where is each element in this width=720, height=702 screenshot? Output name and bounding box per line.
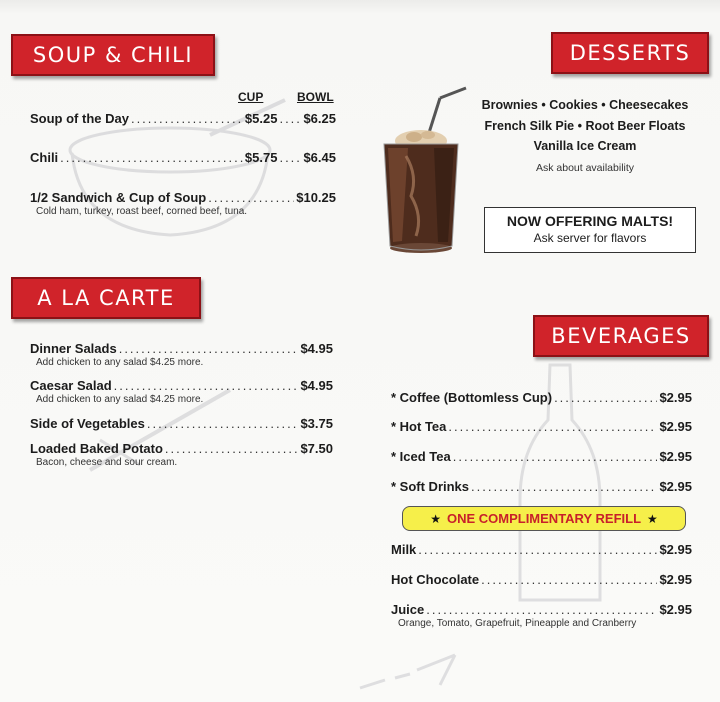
item-name: Milk [391, 542, 417, 557]
item-price-bowl: $6.45 [303, 150, 336, 165]
item-price: $2.95 [659, 449, 692, 464]
item-price: $3.75 [300, 416, 333, 431]
menu-item-hot-chocolate [391, 572, 692, 587]
menu-item-soup-of-the-day [30, 111, 336, 126]
item-price: $2.95 [659, 572, 692, 587]
soup-chili-banner [11, 34, 215, 76]
item-note: Bacon, cheese and sour cream. [36, 457, 178, 468]
menu-item-milk [391, 542, 692, 557]
soup-chili-title: SOUP & CHILI [32, 43, 194, 67]
star-icon: ★ [430, 511, 441, 526]
item-price: $10.25 [296, 190, 336, 205]
item-name: Dinner Salads [30, 341, 117, 356]
malts-title: NOW OFFERING MALTS! [506, 213, 674, 229]
menu-item-chili [30, 150, 336, 165]
desserts-title: DESSERTS [569, 41, 691, 65]
menu-item-hot-tea [391, 419, 692, 434]
a-la-carte-banner [11, 277, 201, 319]
dessert-line-1: Brownies • Cookies • Cheesecakes [481, 98, 689, 112]
item-note: Add chicken to any salad $4.25 more. [36, 394, 204, 405]
malts-subtitle: Ask server for flavors [533, 231, 647, 245]
item-price: $2.95 [659, 390, 692, 405]
cup-column-header: CUP [238, 90, 264, 104]
item-name: Hot Chocolate [391, 572, 480, 587]
item-price: $4.95 [300, 378, 333, 393]
beverages-title: BEVERAGES [551, 324, 691, 348]
item-name: Juice [391, 602, 425, 617]
item-name: Chili [30, 150, 59, 165]
refill-text: ONE COMPLIMENTARY REFILL [446, 511, 642, 526]
item-price: $4.95 [300, 341, 333, 356]
menu-item-side-of-vegetables [30, 416, 333, 431]
item-name: * Hot Tea [391, 419, 447, 434]
item-name: Loaded Baked Potato [30, 441, 163, 456]
item-price: $2.95 [659, 542, 692, 557]
item-price-bowl: $6.25 [303, 111, 336, 126]
item-name: * Soft Drinks [391, 479, 470, 494]
desserts-banner [551, 32, 709, 74]
item-price-cup: $5.75 [244, 150, 278, 165]
malts-callout [484, 207, 696, 253]
menu-item-iced-tea [391, 449, 692, 464]
menu-item-loaded-baked-potato [30, 441, 333, 456]
dessert-line-3: Vanilla Ice Cream [533, 139, 637, 153]
item-note: Cold ham, turkey, roast beef, corned beef, tuna. [36, 206, 248, 217]
menu-item-dinner-salads [30, 341, 333, 356]
item-price: $7.50 [300, 441, 333, 456]
item-name: Caesar Salad [30, 378, 112, 393]
menu-item-coffee [391, 390, 692, 405]
dessert-availability-note: Ask about availability [535, 162, 635, 174]
star-icon: ★ [647, 511, 658, 526]
beverages-banner [533, 315, 709, 357]
scribble-sketch-icon [355, 650, 465, 695]
a-la-carte-title: A LA CARTE [37, 286, 175, 310]
complimentary-refill-badge [402, 506, 686, 531]
item-price: $2.95 [659, 479, 692, 494]
item-price-cup: $5.25 [244, 111, 278, 126]
milkshake-image [378, 86, 468, 258]
item-name: 1/2 Sandwich & Cup of Soup [30, 190, 207, 205]
item-name: * Iced Tea [391, 449, 451, 464]
item-price: $2.95 [659, 419, 692, 434]
item-price: $2.95 [659, 602, 692, 617]
item-name: Soup of the Day [30, 111, 129, 126]
item-name: * Coffee (Bottomless Cup) [391, 390, 553, 405]
menu-item-juice [391, 602, 692, 617]
menu-item-half-sandwich-soup [30, 190, 336, 205]
bowl-column-header: BOWL [297, 90, 334, 104]
dessert-line-2: French Silk Pie • Root Beer Floats [484, 119, 686, 133]
item-note: Orange, Tomato, Grapefruit, Pineapple and Cranberry [398, 618, 637, 629]
menu-item-caesar-salad [30, 378, 333, 393]
item-note: Add chicken to any salad $4.25 more. [36, 357, 204, 368]
item-name: Side of Vegetables [30, 416, 145, 431]
menu-item-soft-drinks [391, 479, 692, 494]
